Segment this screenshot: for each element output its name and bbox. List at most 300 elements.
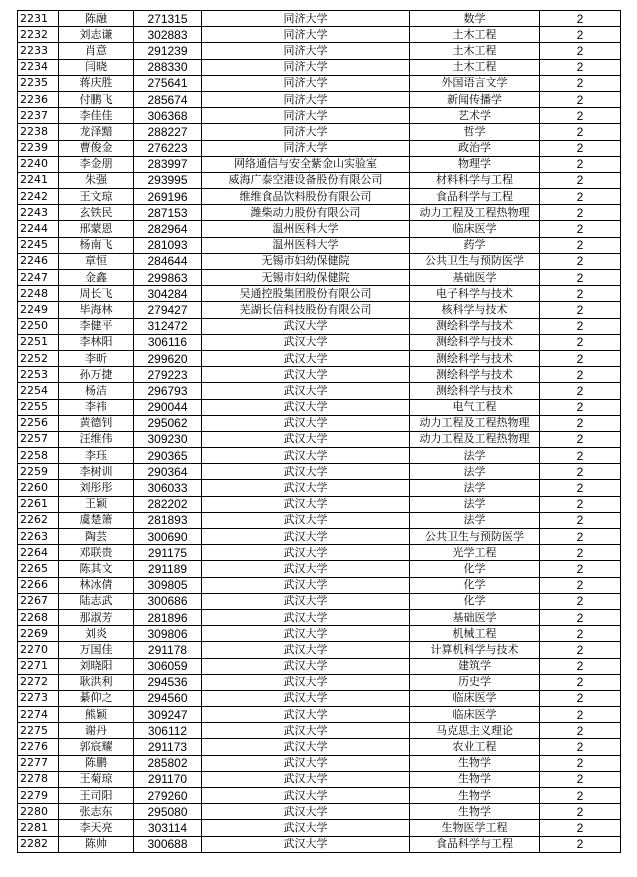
count-cell: 2 (540, 707, 621, 723)
row-number-cell: 2235 (18, 75, 59, 91)
name-cell: 李天亮 (59, 820, 134, 836)
unit-cell: 武汉大学 (202, 448, 410, 464)
row-number-cell: 2280 (18, 804, 59, 820)
unit-cell: 武汉大学 (202, 771, 410, 787)
major-cell: 生物学 (410, 788, 540, 804)
count-cell: 2 (540, 626, 621, 642)
row-number-cell: 2279 (18, 788, 59, 804)
unit-cell: 同济大学 (202, 124, 410, 140)
table-row (18, 43, 621, 59)
row-number-cell: 2277 (18, 755, 59, 771)
unit-cell: 武汉大学 (202, 658, 410, 674)
id-cell: 309806 (134, 626, 202, 642)
table-row (18, 399, 621, 415)
name-cell: 王文琼 (59, 189, 134, 205)
count-cell: 2 (540, 512, 621, 528)
name-cell: 陈融 (59, 11, 134, 27)
major-cell: 动力工程及工程热物理 (410, 205, 540, 221)
id-cell: 269196 (134, 189, 202, 205)
table-row (18, 367, 621, 383)
name-cell: 邢蒙恩 (59, 221, 134, 237)
major-cell: 基础医学 (410, 609, 540, 625)
table-row (18, 690, 621, 706)
count-cell: 2 (540, 27, 621, 43)
row-number-cell: 2271 (18, 658, 59, 674)
unit-cell: 武汉大学 (202, 593, 410, 609)
major-cell: 生物医学工程 (410, 820, 540, 836)
id-cell: 290365 (134, 448, 202, 464)
major-cell: 马克思主义理论 (410, 723, 540, 739)
major-cell: 生物学 (410, 755, 540, 771)
row-number-cell: 2236 (18, 91, 59, 107)
name-cell: 耿洪利 (59, 674, 134, 690)
name-cell: 刘晓阳 (59, 658, 134, 674)
table-row (18, 350, 621, 366)
table-row (18, 108, 621, 124)
count-cell: 2 (540, 464, 621, 480)
unit-cell: 武汉大学 (202, 464, 410, 480)
name-cell: 龙泽黯 (59, 124, 134, 140)
row-number-cell: 2252 (18, 350, 59, 366)
count-cell: 2 (540, 820, 621, 836)
row-number-cell: 2275 (18, 723, 59, 739)
name-cell: 付鹏飞 (59, 91, 134, 107)
unit-cell: 温州医科大学 (202, 221, 410, 237)
table-row (18, 91, 621, 107)
table-row (18, 189, 621, 205)
table-row (18, 739, 621, 755)
unit-cell: 武汉大学 (202, 707, 410, 723)
id-cell: 303114 (134, 820, 202, 836)
table-row (18, 318, 621, 334)
unit-cell: 武汉大学 (202, 642, 410, 658)
count-cell: 2 (540, 140, 621, 156)
major-cell: 临床医学 (410, 690, 540, 706)
name-cell: 谢丹 (59, 723, 134, 739)
major-cell: 测绘科学与技术 (410, 318, 540, 334)
unit-cell: 无锡市妇幼保健院 (202, 270, 410, 286)
id-cell: 282964 (134, 221, 202, 237)
unit-cell: 武汉大学 (202, 431, 410, 447)
id-cell: 279260 (134, 788, 202, 804)
row-number-cell: 2232 (18, 27, 59, 43)
count-cell: 2 (540, 367, 621, 383)
count-cell: 2 (540, 674, 621, 690)
unit-cell: 温州医科大学 (202, 237, 410, 253)
name-cell: 闫晓 (59, 59, 134, 75)
count-cell: 2 (540, 804, 621, 820)
row-number-cell: 2249 (18, 302, 59, 318)
id-cell: 284644 (134, 253, 202, 269)
name-cell: 綦仰之 (59, 690, 134, 706)
id-cell: 293995 (134, 172, 202, 188)
count-cell: 2 (540, 545, 621, 561)
major-cell: 临床医学 (410, 707, 540, 723)
row-number-cell: 2248 (18, 286, 59, 302)
row-number-cell: 2266 (18, 577, 59, 593)
major-cell: 法学 (410, 512, 540, 528)
major-cell: 哲学 (410, 124, 540, 140)
name-cell: 章恒 (59, 253, 134, 269)
id-cell: 306059 (134, 658, 202, 674)
count-cell: 2 (540, 318, 621, 334)
major-cell: 机械工程 (410, 626, 540, 642)
table-row (18, 836, 621, 852)
unit-cell: 武汉大学 (202, 334, 410, 350)
name-cell: 毕海林 (59, 302, 134, 318)
major-cell: 电子科学与技术 (410, 286, 540, 302)
count-cell: 2 (540, 124, 621, 140)
count-cell: 2 (540, 723, 621, 739)
unit-cell: 武汉大学 (202, 318, 410, 334)
id-cell: 291175 (134, 545, 202, 561)
id-cell: 281896 (134, 609, 202, 625)
table-row (18, 788, 621, 804)
table-row (18, 302, 621, 318)
count-cell: 2 (540, 658, 621, 674)
table-row (18, 334, 621, 350)
major-cell: 新闻传播学 (410, 91, 540, 107)
id-cell: 287153 (134, 205, 202, 221)
name-cell: 刘志谦 (59, 27, 134, 43)
id-cell: 291170 (134, 771, 202, 787)
unit-cell: 武汉大学 (202, 577, 410, 593)
table-row (18, 124, 621, 140)
name-cell: 陈鹏 (59, 755, 134, 771)
unit-cell: 武汉大学 (202, 690, 410, 706)
id-cell: 290364 (134, 464, 202, 480)
table-row (18, 642, 621, 658)
count-cell: 2 (540, 108, 621, 124)
unit-cell: 武汉大学 (202, 836, 410, 852)
count-cell: 2 (540, 11, 621, 27)
major-cell: 法学 (410, 496, 540, 512)
row-number-cell: 2260 (18, 480, 59, 496)
id-cell: 288227 (134, 124, 202, 140)
roster-table (17, 10, 621, 853)
row-number-cell: 2273 (18, 690, 59, 706)
unit-cell: 武汉大学 (202, 723, 410, 739)
id-cell: 300688 (134, 836, 202, 852)
id-cell: 295080 (134, 804, 202, 820)
count-cell: 2 (540, 593, 621, 609)
id-cell: 299863 (134, 270, 202, 286)
major-cell: 数学 (410, 11, 540, 27)
unit-cell: 同济大学 (202, 91, 410, 107)
row-number-cell: 2264 (18, 545, 59, 561)
row-number-cell: 2282 (18, 836, 59, 852)
name-cell: 杨南飞 (59, 237, 134, 253)
table-row (18, 286, 621, 302)
count-cell: 2 (540, 448, 621, 464)
id-cell: 279223 (134, 367, 202, 383)
table-row (18, 609, 621, 625)
row-number-cell: 2254 (18, 383, 59, 399)
major-cell: 建筑学 (410, 658, 540, 674)
id-cell: 291239 (134, 43, 202, 59)
name-cell: 李祎 (59, 399, 134, 415)
count-cell: 2 (540, 755, 621, 771)
name-cell: 黄德钊 (59, 415, 134, 431)
unit-cell: 武汉大学 (202, 512, 410, 528)
name-cell: 李珏 (59, 448, 134, 464)
table-row (18, 11, 621, 27)
major-cell: 基础医学 (410, 270, 540, 286)
name-cell: 陶芸 (59, 529, 134, 545)
row-number-cell: 2245 (18, 237, 59, 253)
id-cell: 291178 (134, 642, 202, 658)
count-cell: 2 (540, 529, 621, 545)
id-cell: 302883 (134, 27, 202, 43)
table-row (18, 221, 621, 237)
major-cell: 动力工程及工程热物理 (410, 431, 540, 447)
id-cell: 291189 (134, 561, 202, 577)
unit-cell: 同济大学 (202, 11, 410, 27)
table-row (18, 529, 621, 545)
major-cell: 化学 (410, 593, 540, 609)
unit-cell: 网络通信与安全紫金山实验室 (202, 156, 410, 172)
name-cell: 杨洁 (59, 383, 134, 399)
count-cell: 2 (540, 172, 621, 188)
row-number-cell: 2250 (18, 318, 59, 334)
unit-cell: 武汉大学 (202, 788, 410, 804)
major-cell: 土木工程 (410, 43, 540, 59)
table-row (18, 674, 621, 690)
count-cell: 2 (540, 577, 621, 593)
table-row (18, 512, 621, 528)
unit-cell: 同济大学 (202, 140, 410, 156)
name-cell: 陈帅 (59, 836, 134, 852)
major-cell: 艺术学 (410, 108, 540, 124)
major-cell: 公共卫生与预防医学 (410, 253, 540, 269)
table-row (18, 431, 621, 447)
count-cell: 2 (540, 59, 621, 75)
id-cell: 309805 (134, 577, 202, 593)
major-cell: 动力工程及工程热物理 (410, 415, 540, 431)
name-cell: 李林阳 (59, 334, 134, 350)
name-cell: 李树训 (59, 464, 134, 480)
count-cell: 2 (540, 788, 621, 804)
table-row (18, 496, 621, 512)
name-cell: 熊颖 (59, 707, 134, 723)
id-cell: 306368 (134, 108, 202, 124)
unit-cell: 武汉大学 (202, 399, 410, 415)
count-cell: 2 (540, 496, 621, 512)
table-row (18, 755, 621, 771)
table-row (18, 270, 621, 286)
id-cell: 285802 (134, 755, 202, 771)
unit-cell: 同济大学 (202, 108, 410, 124)
row-number-cell: 2242 (18, 189, 59, 205)
id-cell: 299620 (134, 350, 202, 366)
unit-cell: 武汉大学 (202, 529, 410, 545)
count-cell: 2 (540, 189, 621, 205)
row-number-cell: 2258 (18, 448, 59, 464)
table-row (18, 205, 621, 221)
count-cell: 2 (540, 350, 621, 366)
name-cell: 蒋庆胜 (59, 75, 134, 91)
table-row (18, 545, 621, 561)
count-cell: 2 (540, 690, 621, 706)
row-number-cell: 2239 (18, 140, 59, 156)
unit-cell: 吴通控股集团股份有限公司 (202, 286, 410, 302)
major-cell: 电气工程 (410, 399, 540, 415)
table-row (18, 448, 621, 464)
row-number-cell: 2262 (18, 512, 59, 528)
table-row (18, 383, 621, 399)
row-number-cell: 2240 (18, 156, 59, 172)
table-row (18, 27, 621, 43)
name-cell: 李昕 (59, 350, 134, 366)
table-row (18, 658, 621, 674)
unit-cell: 武汉大学 (202, 820, 410, 836)
table-row (18, 723, 621, 739)
id-cell: 300690 (134, 529, 202, 545)
major-cell: 计算机科学与技术 (410, 642, 540, 658)
table-row (18, 577, 621, 593)
id-cell: 282202 (134, 496, 202, 512)
name-cell: 刘彤彤 (59, 480, 134, 496)
id-cell: 281893 (134, 512, 202, 528)
count-cell: 2 (540, 253, 621, 269)
name-cell: 玄铁民 (59, 205, 134, 221)
major-cell: 测绘科学与技术 (410, 350, 540, 366)
name-cell: 肖意 (59, 43, 134, 59)
count-cell: 2 (540, 836, 621, 852)
name-cell: 陈其文 (59, 561, 134, 577)
name-cell: 王菊琼 (59, 771, 134, 787)
table-row (18, 593, 621, 609)
major-cell: 法学 (410, 480, 540, 496)
table-row (18, 804, 621, 820)
row-number-cell: 2241 (18, 172, 59, 188)
id-cell: 271315 (134, 11, 202, 27)
id-cell: 306116 (134, 334, 202, 350)
unit-cell: 武汉大学 (202, 480, 410, 496)
table-row (18, 820, 621, 836)
count-cell: 2 (540, 75, 621, 91)
major-cell: 化学 (410, 577, 540, 593)
table-body (18, 11, 621, 853)
table-row (18, 480, 621, 496)
major-cell: 土木工程 (410, 59, 540, 75)
id-cell: 275641 (134, 75, 202, 91)
major-cell: 物理学 (410, 156, 540, 172)
major-cell: 生物学 (410, 804, 540, 820)
id-cell: 285674 (134, 91, 202, 107)
row-number-cell: 2256 (18, 415, 59, 431)
unit-cell: 武汉大学 (202, 415, 410, 431)
row-number-cell: 2243 (18, 205, 59, 221)
count-cell: 2 (540, 334, 621, 350)
name-cell: 虞楚箫 (59, 512, 134, 528)
major-cell: 临床医学 (410, 221, 540, 237)
id-cell: 295062 (134, 415, 202, 431)
id-cell: 309230 (134, 431, 202, 447)
count-cell: 2 (540, 431, 621, 447)
name-cell: 林冰倩 (59, 577, 134, 593)
name-cell: 李金朋 (59, 156, 134, 172)
unit-cell: 潍柴动力股份有限公司 (202, 205, 410, 221)
row-number-cell: 2276 (18, 739, 59, 755)
row-number-cell: 2278 (18, 771, 59, 787)
table-row (18, 561, 621, 577)
name-cell: 汪维伟 (59, 431, 134, 447)
major-cell: 生物学 (410, 771, 540, 787)
name-cell: 曹俊金 (59, 140, 134, 156)
major-cell: 土木工程 (410, 27, 540, 43)
unit-cell: 同济大学 (202, 27, 410, 43)
name-cell: 刘炎 (59, 626, 134, 642)
id-cell: 288330 (134, 59, 202, 75)
table-row (18, 237, 621, 253)
count-cell: 2 (540, 771, 621, 787)
name-cell: 那淑芳 (59, 609, 134, 625)
row-number-cell: 2231 (18, 11, 59, 27)
table-row (18, 75, 621, 91)
row-number-cell: 2261 (18, 496, 59, 512)
table-row (18, 415, 621, 431)
unit-cell: 武汉大学 (202, 350, 410, 366)
row-number-cell: 2253 (18, 367, 59, 383)
unit-cell: 武汉大学 (202, 674, 410, 690)
name-cell: 李健平 (59, 318, 134, 334)
row-number-cell: 2237 (18, 108, 59, 124)
id-cell: 290044 (134, 399, 202, 415)
count-cell: 2 (540, 286, 621, 302)
major-cell: 公共卫生与预防医学 (410, 529, 540, 545)
id-cell: 300686 (134, 593, 202, 609)
table-row (18, 253, 621, 269)
major-cell: 材料科学与工程 (410, 172, 540, 188)
major-cell: 测绘科学与技术 (410, 383, 540, 399)
name-cell: 孙万捷 (59, 367, 134, 383)
row-number-cell: 2268 (18, 609, 59, 625)
count-cell: 2 (540, 739, 621, 755)
row-number-cell: 2265 (18, 561, 59, 577)
unit-cell: 同济大学 (202, 43, 410, 59)
major-cell: 法学 (410, 448, 540, 464)
count-cell: 2 (540, 302, 621, 318)
unit-cell: 武汉大学 (202, 755, 410, 771)
count-cell: 2 (540, 205, 621, 221)
id-cell: 283997 (134, 156, 202, 172)
unit-cell: 武汉大学 (202, 626, 410, 642)
count-cell: 2 (540, 642, 621, 658)
name-cell: 邓联贵 (59, 545, 134, 561)
major-cell: 测绘科学与技术 (410, 334, 540, 350)
unit-cell: 威海广泰空港设备股份有限公司 (202, 172, 410, 188)
major-cell: 药学 (410, 237, 540, 253)
table-row (18, 464, 621, 480)
id-cell: 306112 (134, 723, 202, 739)
count-cell: 2 (540, 609, 621, 625)
row-number-cell: 2247 (18, 270, 59, 286)
row-number-cell: 2255 (18, 399, 59, 415)
major-cell: 核科学与技术 (410, 302, 540, 318)
row-number-cell: 2257 (18, 431, 59, 447)
table-row (18, 707, 621, 723)
table-row (18, 59, 621, 75)
major-cell: 食品科学与工程 (410, 836, 540, 852)
count-cell: 2 (540, 415, 621, 431)
row-number-cell: 2244 (18, 221, 59, 237)
table-row (18, 771, 621, 787)
name-cell: 朱强 (59, 172, 134, 188)
major-cell: 光学工程 (410, 545, 540, 561)
unit-cell: 同济大学 (202, 59, 410, 75)
name-cell: 金鑫 (59, 270, 134, 286)
